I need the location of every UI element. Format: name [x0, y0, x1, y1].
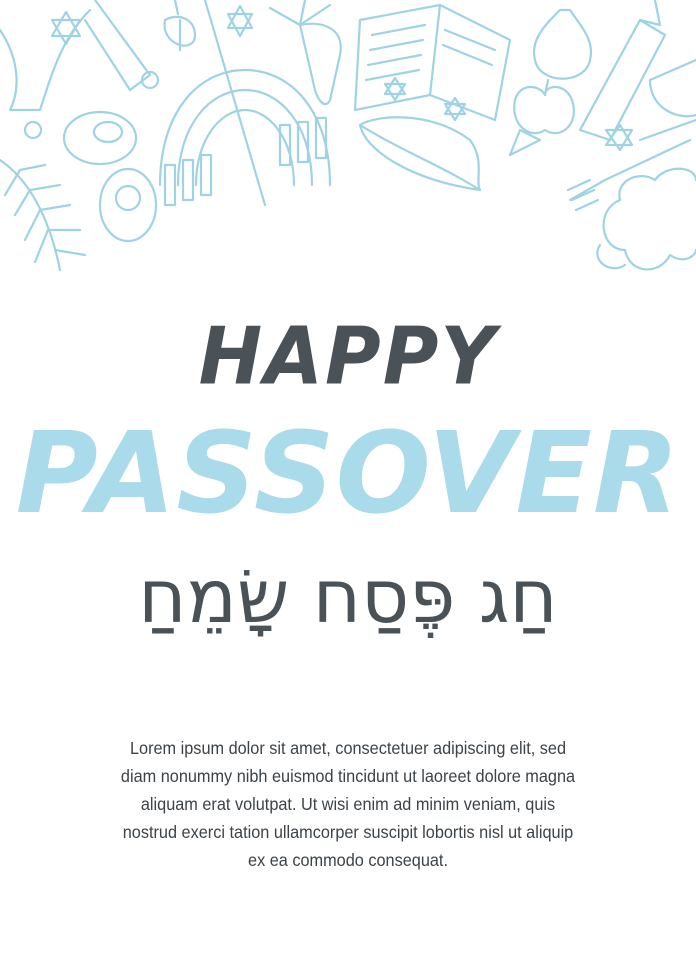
star-of-david-icon: [385, 78, 465, 120]
leaf-icon: [360, 117, 480, 190]
star-of-david-icon: [52, 12, 80, 44]
fork-icon: [568, 140, 690, 210]
egg-icon: [100, 169, 156, 241]
passover-doodle-illustration: [0, 0, 696, 290]
wine-glass-icon: [640, 60, 696, 140]
lamb-bone-icon: [597, 169, 696, 270]
bitter-herbs-icon: [0, 160, 85, 270]
pear-icon: [534, 10, 591, 79]
doodle-border: [0, 0, 696, 290]
egg-icon: [64, 112, 136, 164]
carrot-icon: [270, 0, 341, 104]
star-of-david-icon: [228, 6, 252, 36]
title-passover: PASSOVER: [15, 409, 681, 539]
wine-bottle-icon: [580, 0, 665, 150]
body-paragraph: Lorem ipsum dolor sit amet, consectetuer adipiscing elit, sed diam nonummy nibh euismod tincidunt ut laoreet dolore magna aliquam erat volutpat. Ut wisi enim ad minim veniam, quis nostrud exerci tation ullamcorper suscipit lobortis nisl ut aliquip ex ea commodo consequat.: [120, 738, 576, 870]
title-happy: HAPPY: [198, 308, 498, 403]
menorah-icon: [160, 0, 330, 205]
title-hebrew: חַג פֶּסַח שָׂמֵחַ: [138, 554, 558, 640]
torah-book-icon: [355, 5, 510, 120]
apple-icon: [510, 80, 574, 155]
garlic-icon: [165, 0, 195, 50]
